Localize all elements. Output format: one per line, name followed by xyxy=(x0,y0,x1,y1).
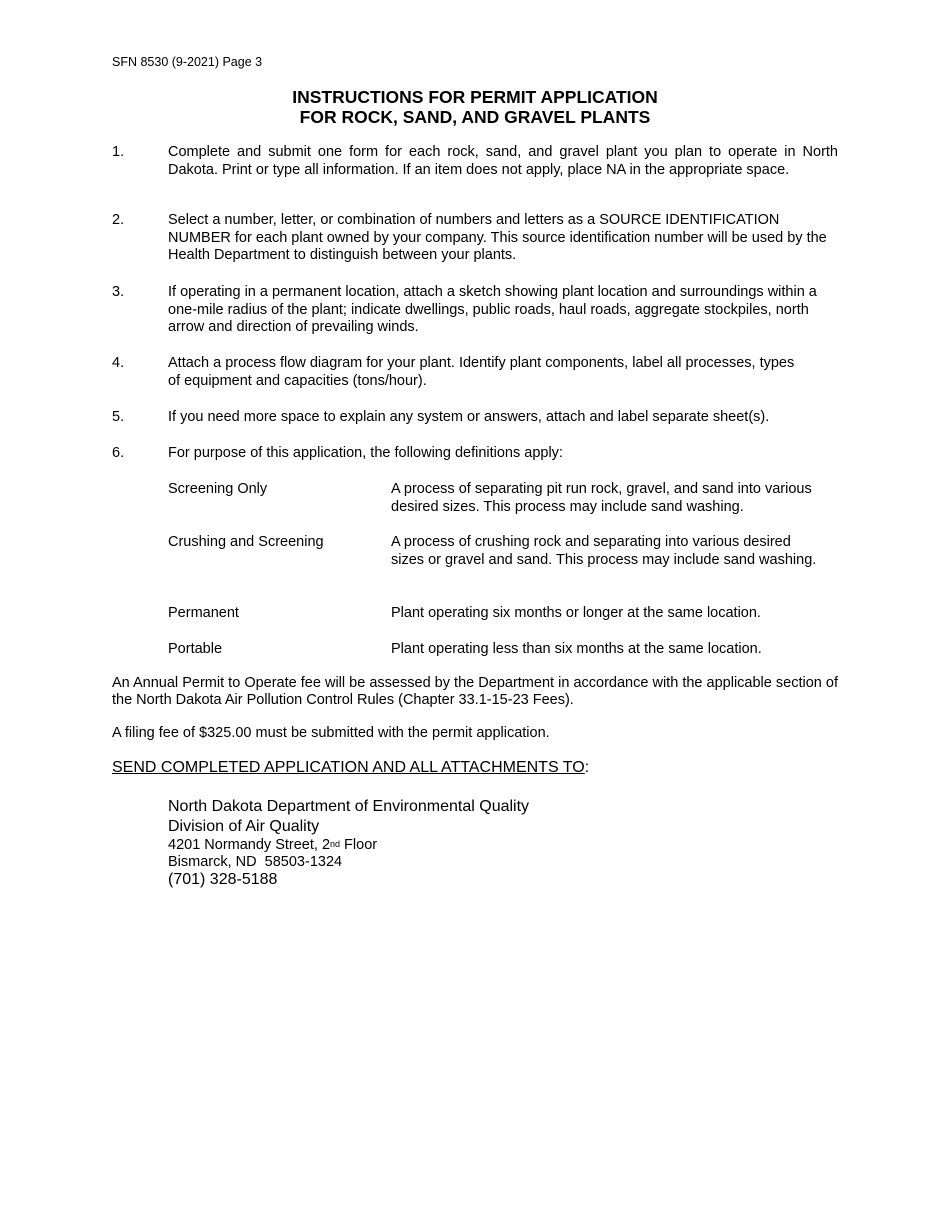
address-division: Division of Air Quality xyxy=(168,818,320,835)
item-text: If operating in a permanent location, attach a sketch showing plant location and surroundings within a one-mile radius of the plant; indicate dwellings, public roads, haul roads, aggregate stockpiles, north arrow and direction of prevailing winds. xyxy=(168,284,817,335)
address-street-ordinal: nd xyxy=(330,839,341,849)
item-number: 5. xyxy=(112,409,125,425)
send-to-colon: : xyxy=(584,759,590,776)
item-number: 1. xyxy=(112,144,125,160)
item-number: 6. xyxy=(112,445,125,461)
definition-row xyxy=(168,481,838,516)
instruction-item xyxy=(112,355,838,390)
address-city: Bismarck, ND 58503-1324 xyxy=(168,853,343,870)
definition-row xyxy=(168,534,838,569)
definition-term: Permanent xyxy=(168,605,239,621)
definition-term: Crushing and Screening xyxy=(168,534,324,550)
address-street-floor: Floor xyxy=(340,837,378,853)
title-line-1: INSTRUCTIONS FOR PERMIT APPLICATION xyxy=(292,87,658,107)
definition-description: Plant operating six months or longer at the same location. xyxy=(391,605,761,621)
filing-fee-paragraph: A filing fee of $325.00 must be submitted with the permit application. xyxy=(112,725,550,741)
address-organization: North Dakota Department of Environmental Quality xyxy=(168,798,530,815)
mailing-address xyxy=(168,797,529,890)
definition-row xyxy=(168,605,838,623)
definition-description: A process of separating pit run rock, gravel, and sand into various desired sizes. This process may include sand washing. xyxy=(391,481,812,515)
item-text: Complete and submit one form for each rock, sand, and gravel plant you plan to operate in North Dakota. Print or type all information. If an item does not apply, place NA in the appropriate space. xyxy=(168,144,838,178)
item-number: 3. xyxy=(112,284,125,300)
title-line-2: FOR ROCK, SAND, AND GRAVEL PLANTS xyxy=(299,107,651,127)
item-text: For purpose of this application, the following definitions apply: xyxy=(168,445,563,461)
instruction-item xyxy=(112,144,838,179)
address-street xyxy=(168,837,529,854)
instruction-item xyxy=(112,445,838,463)
instruction-item xyxy=(112,212,838,265)
item-text: Attach a process flow diagram for your plant. Identify plant components, label all processes, types of equipment and capacities (tons/hour). xyxy=(168,355,795,389)
address-street-number: 4201 Normandy Street, 2 xyxy=(168,837,331,853)
definition-term: Screening Only xyxy=(168,481,268,497)
address-phone: (701) 328-5188 xyxy=(168,871,278,888)
definition-description: Plant operating less than six months at the same location. xyxy=(391,641,762,657)
item-text: Select a number, letter, or combination of numbers and letters as a SOURCE IDENTIFICATION NUMBER for each plant owned by your company. This source identification number will be used by the Health Department to distinguish between your plants. xyxy=(168,212,827,263)
form-identifier: SFN 8530 (9-2021) Page 3 xyxy=(112,55,263,69)
definition-description: A process of crushing rock and separating into various desired sizes or gravel and sand. This process may include sand washing. xyxy=(391,534,817,568)
send-to-heading xyxy=(112,759,589,777)
item-number: 4. xyxy=(112,355,125,371)
instruction-item xyxy=(112,284,838,337)
instruction-item xyxy=(112,409,838,427)
page-title xyxy=(0,87,950,127)
item-text: If you need more space to explain any system or answers, attach and label separate sheet(s). xyxy=(168,409,770,425)
item-number: 2. xyxy=(112,212,125,228)
annual-fee-paragraph: An Annual Permit to Operate fee will be assessed by the Department in accordance with the applicable section of the North Dakota Air Pollution Control Rules (Chapter 33.1-15-23 Fees). xyxy=(112,675,838,708)
definition-term: Portable xyxy=(168,641,223,657)
definition-row xyxy=(168,641,838,659)
send-to-heading-text: SEND COMPLETED APPLICATION AND ALL ATTACHMENTS TO xyxy=(112,759,585,776)
